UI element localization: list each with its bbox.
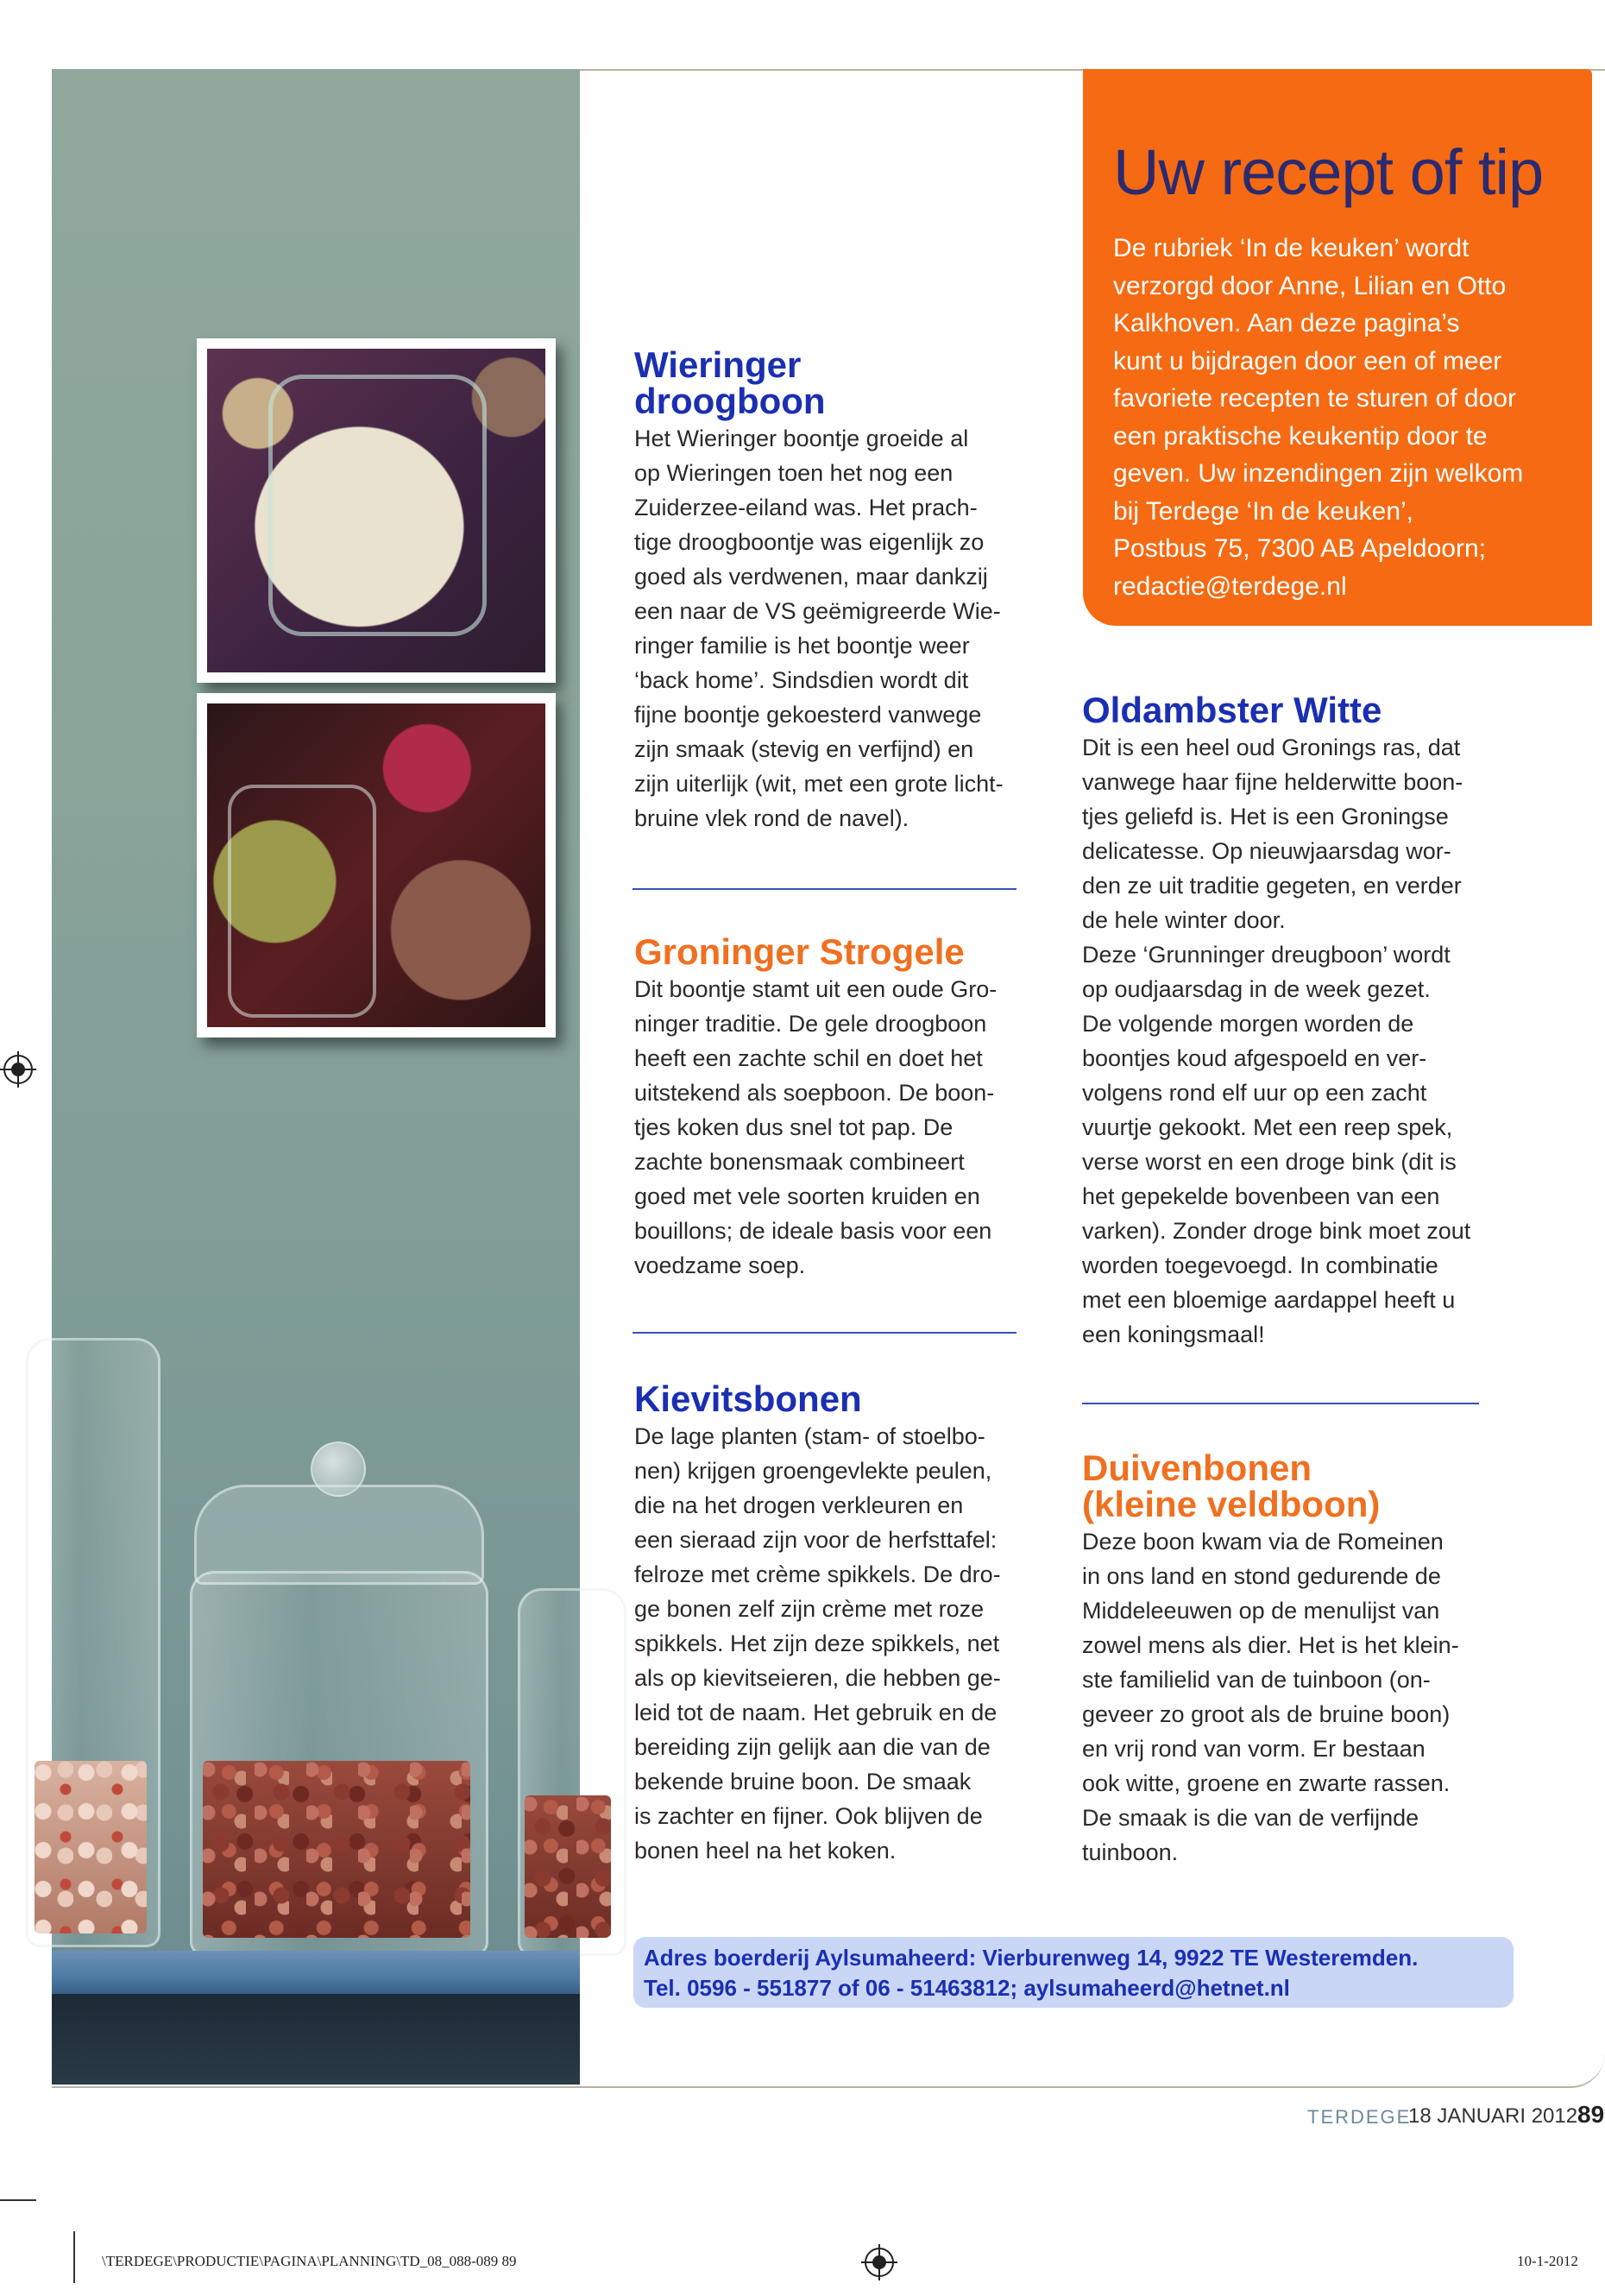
article-title: Wieringer droogboon — [634, 344, 826, 421]
photo-mixed-beans — [197, 693, 556, 1038]
registration-mark-icon — [865, 2248, 894, 2277]
beans-left — [35, 1761, 147, 1933]
address-line-2: Tel. 0596 - 551877 of 06 - 51463812; aylsumaheerd@hetnet.nl — [644, 1975, 1290, 2001]
article-kievitsbonen — [634, 1378, 1040, 1868]
photo-white-beans-image — [207, 349, 545, 672]
article-body: De lage planten (stam- of stoelbo- nen) krijgen groengevlekte peulen, die na het drogen verkleuren en een sieraad zijn voor de herfsttafel: felroze met crème spikkels. De dro- ge bonen zelf zijn crème met roze spikkels. Het zijn deze spikkels, net als op kievitseieren, die hebben ge- leid tot de naam. Het gebruik en de bereiding zijn gelijk aan die van de bekende bruine boon. De smaak is zachter en fijner. Ook blijven de bonen heel na het koken. — [634, 1423, 1001, 1864]
article-title: Oldambster Witte — [1082, 690, 1382, 730]
article-body: Dit boontje stamt uit een oude Gro- ninger traditie. De gele droogboon heeft een zachte schil en doet het uitstekend als soepboon. De boon- tjes koken dus snel tot pap. De zachte bonensmaak combineert goed met vele soorten kruiden en bouillons; de ideale basis voor een voedzame soep. — [634, 976, 998, 1278]
photo-mixed-beans-image — [207, 703, 545, 1027]
recipe-box-body: De rubriek ‘In de keuken’ wordt verzorgd door Anne, Lilian en Otto Kalkhoven. Aan deze pagina’s kunt u bijdragen door een of meer favoriete recepten te sturen of door een praktische keukentip door te geven. Uw inzendingen zijn welkom bij Terdege ‘In de keuken’, Postbus 75, 7300 AB Apeldoorn; redactie@terdege.nl — [1113, 234, 1524, 601]
crop-mark — [73, 2231, 75, 2283]
beans-main — [203, 1761, 470, 1938]
article-body: Het Wieringer boontje groeide al op Wieringen toen het nog een Zuiderzee-eiland was. Het prach- tige droogboontje was eigenlijk zo goed als verdwenen, maar dankzij een naar de VS geëmigreerde Wie- ringer familie is het boontje weer ‘back home’. Sindsdien wordt dit fijne boontje gekoesterd vanwege zijn smaak (stevig en verfijnd) en zijn uiterlijk (wit, met een grote licht- bruine vlek rond de navel). — [634, 426, 1004, 831]
article-title: Kievitsbonen — [634, 1378, 862, 1419]
article-title: Duivenbonen (kleine veldboon) — [1082, 1448, 1381, 1524]
slug-path: \TERDEGE\PRODUCTIE\PAGINA\PLANNING\TD_08_088-089 89 — [102, 2253, 517, 2269]
jar-lid — [194, 1485, 484, 1585]
address-box — [633, 1937, 1514, 2008]
article-body: Deze boon kwam via de Romeinen in ons land en stond gedurende de Middeleeuwen op de menulijst van zowel mens als dier. Het is het klein- ste familielid van de tuinboon (on- geveer zo groot als de bruine boon) en vrij rond van vorm. Er bestaan ook witte, groene en zwarte rassen. De smaak is die van de verfijnde tuinboon. — [1082, 1529, 1459, 1865]
article-duivenbonen — [1082, 1450, 1505, 1870]
jar-knob — [311, 1441, 366, 1497]
recipe-box-title: Uw recept of tip — [1113, 136, 1544, 208]
article-oldambster — [1082, 692, 1505, 1352]
footer-brand: TERDEGE — [1307, 2106, 1412, 2128]
article-wieringer — [634, 344, 1040, 836]
footer-date: 18 JANUARI 2012 — [1408, 2104, 1578, 2128]
slug-date: 10-1-2012 — [1517, 2253, 1578, 2269]
photo-white-beans — [197, 338, 556, 683]
footer-page-number: 89 — [1577, 2101, 1605, 2128]
article-title: Groninger Strogele — [634, 931, 965, 972]
shelf — [52, 1951, 580, 1994]
article-body: Dit is een heel oud Gronings ras, dat vanwege haar fijne helderwitte boon- tjes geliefd is. Het is een Groningse delicatesse. Op nieuwjaarsdag wor- den ze uit traditie gegeten, en verder de hele winter door. Deze ‘Grunninger dreugboon’ wordt op oudjaarsdag in de week gezet. De volgende morgen worden de boontjes koud afgespoeld en ver- volgens rond elf uur op een zacht vuurtje gekookt. Met een reep spek, verse worst en een droge bink (dit is het gepekelde bovenbeen van een varken). Zonder droge bink moet zout worden toegevoegd. In combinatie met een bloemige aardappel heeft u een koningsmaal! — [1082, 735, 1471, 1347]
recipe-box — [1083, 69, 1592, 626]
divider — [633, 888, 1016, 890]
divider — [1082, 1403, 1479, 1404]
registration-mark-icon — [3, 1055, 33, 1084]
article-groninger — [634, 931, 1040, 1283]
beans-right — [525, 1795, 611, 1938]
divider — [633, 1332, 1016, 1334]
shelf-shadow — [52, 1994, 580, 2085]
crop-mark — [0, 2199, 36, 2201]
address-line-1: Adres boerderij Aylsumaheerd: Vierburenweg 14, 9922 TE Westeremden. — [644, 1945, 1419, 1971]
